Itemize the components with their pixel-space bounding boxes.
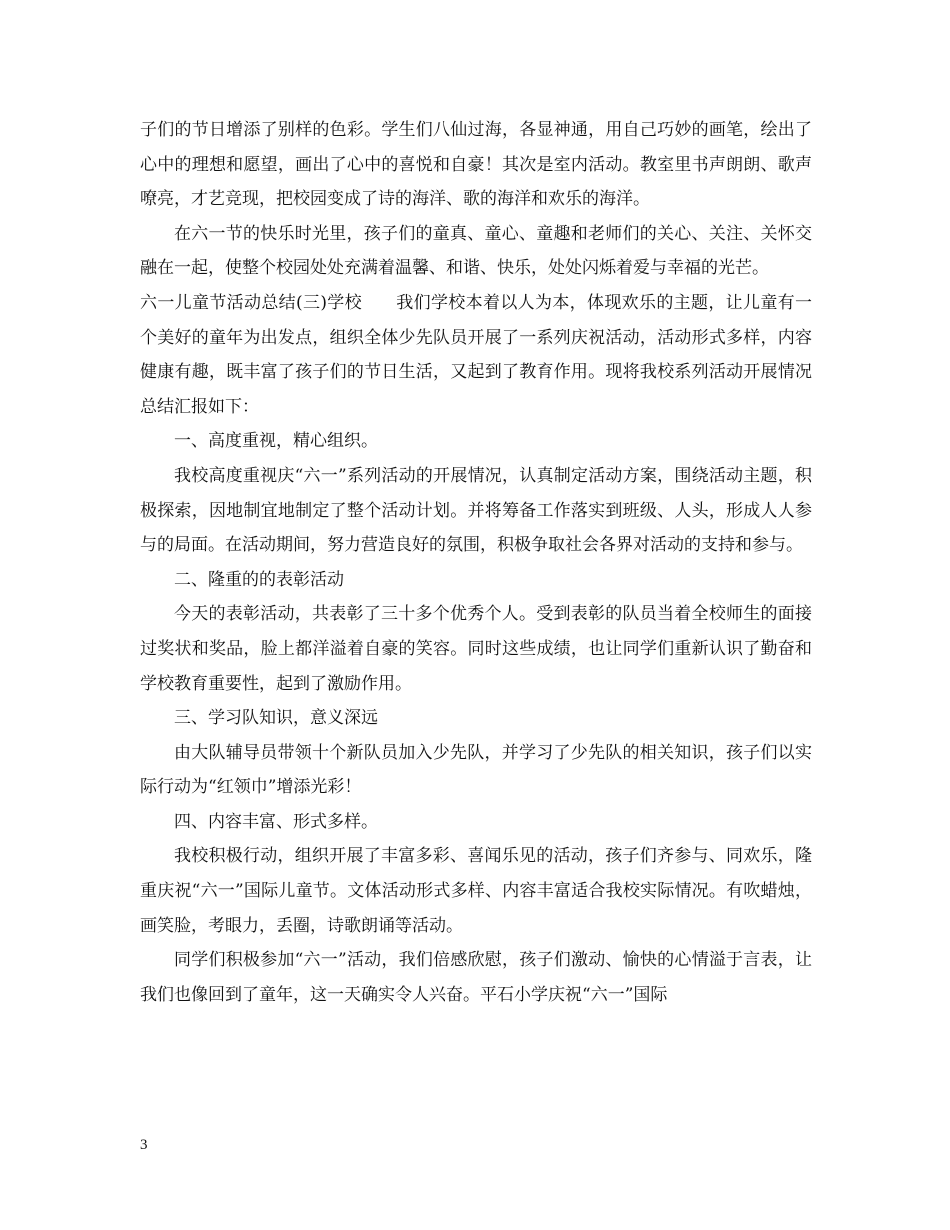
heading-four: 四、内容丰富、形式多样。	[174, 811, 378, 832]
page-number: 3	[140, 1137, 148, 1153]
paragraph-3	[140, 286, 812, 424]
paragraph-7: 今天的表彰活动，共表彰了三十多个优秀个人。受到表彰的队员当着全校师生的面接过奖状和奖品，脸上都洋溢着自豪的笑容。同时这些成绩，也让同学们重新认识了勤奋和学校教育重要性，起到了激励作用。	[140, 604, 812, 694]
heading-one: 一、高度重视，精心组织。	[174, 431, 378, 452]
heading-three: 三、学习队知识，意义深远	[174, 708, 378, 729]
paragraph-12: 同学们积极参加“六一”活动，我们倍感欣慰，孩子们激动、愉快的心情溢于言表，让我们也像回到了童年，这一天确实令人兴奋。平石小学庆祝“六一”国际	[140, 950, 812, 1005]
document-body	[140, 113, 812, 1012]
paragraph-5: 我校高度重视庆“六一”系列活动的开展情况，认真制定活动方案，围绕活动主题，积极探索，因地制宜地制定了整个活动计划。并将筹备工作落实到班级、人头，形成人人参与的局面。在活动期间，努力营造良好的氛围，积极争取社会各界对活动的支持和参与。	[140, 465, 812, 556]
paragraph-3-text: 我们学校本着以人为本，体现欢乐的主题，让儿童有一个美好的童年为出发点，组织全体少先队员开展了一系列庆祝活动，活动形式多样，内容健康有趣，既丰富了孩子们的节日生活，又起到了教育作用。现将我校系列活动开展情况总结汇报如下：	[140, 292, 813, 417]
heading-two: 二、隆重的的表彰活动	[174, 569, 344, 590]
paragraph-2: 在六一节的快乐时光里，孩子们的童真、童心、童趣和老师们的关心、关注、关怀交融在一起，使整个校园处处充满着温馨、和谐、快乐，处处闪烁着爱与幸福的光芒。	[140, 223, 812, 279]
paragraph-9: 由大队辅导员带领十个新队员加入少先队，并学习了少先队的相关知识，孩子们以实际行动为“红领巾”增添光彩！	[140, 742, 812, 798]
paragraph-11: 我校积极行动，组织开展了丰富多彩、喜闻乐见的活动，孩子们齐参与、同欢乐，隆重庆祝“六一”国际儿童节。文体活动形式多样、内容丰富适合我校实际情况。有吹蜡烛，画笑脸，考眼力，丢圈，诗歌朗诵等活动。	[140, 846, 812, 936]
paragraph-1: 子们的节日增添了别样的色彩。学生们八仙过海，各显神通，用自己巧妙的画笔，绘出了心中的理想和愿望，画出了心中的喜悦和自豪！其次是室内活动。教室里书声朗朗、歌声嘹亮，才艺竞现，把校园变成了诗的海洋、歌的海洋和欢乐的海洋。	[140, 120, 812, 210]
section-heading: 六一儿童节活动总结(三)学校	[140, 292, 362, 313]
